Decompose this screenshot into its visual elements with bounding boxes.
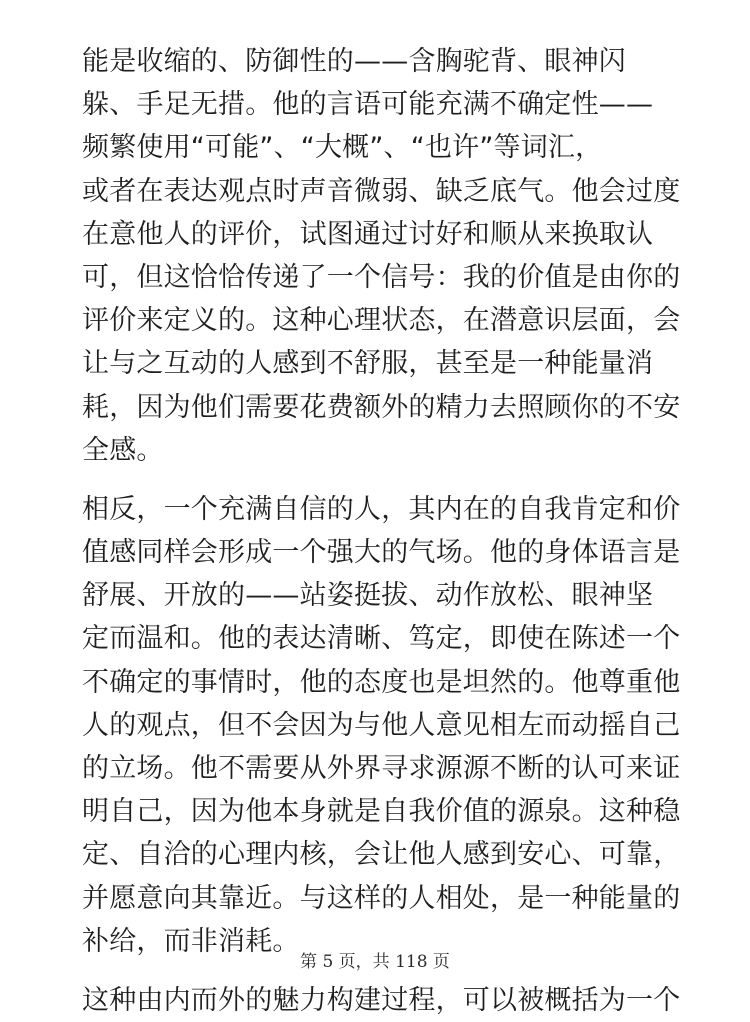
text-line: 或者在表达观点时声音微弱、缺乏底气。他会过度 <box>82 175 681 207</box>
text-line: 明自己，因为他本身就是自我价值的源泉。这种稳 <box>82 796 681 828</box>
text-line: 能是收缩的、防御性的——含胸驼背、眼神闪 <box>82 46 626 77</box>
paragraph-3 <box>82 979 681 1022</box>
text-line: 评价来定义的。这种心理状态，在潜意识层面，会 <box>82 305 681 337</box>
text-line: 这种由内而外的魅力构建过程，可以被概括为一个 <box>82 984 681 1016</box>
body-text <box>82 40 681 1022</box>
text-line: 补给，而非消耗。 <box>82 925 300 957</box>
text-line: 定、自洽的心理内核，会让他人感到安心、可靠， <box>82 839 681 871</box>
text-line: 躲、手足无措。他的言语可能充满不确定性—— <box>82 89 654 121</box>
text-line: 人的观点，但不会因为与他人意见相左而动摇自己 <box>82 709 681 741</box>
text-line: 让与之互动的人感到不舒服，甚至是一种能量消 <box>82 348 654 380</box>
text-line: 相反，一个充满自信的人，其内在的自我肯定和价 <box>82 493 681 525</box>
text-line: 的立场。他不需要从外界寻求源源不断的认可来证 <box>82 753 681 784</box>
text-line: 全感。 <box>82 434 164 466</box>
text-line: 可，但这恰恰传递了一个信号：我的价值是由你的 <box>82 261 681 293</box>
text-line: 舒展、开放的——站姿挺拔、动作放松、眼神坚 <box>82 580 654 612</box>
text-line: 不确定的事情时，他的态度也是坦然的。他尊重他 <box>82 666 681 698</box>
paragraph-1 <box>82 40 681 472</box>
text-line: 耗，因为他们需要花费额外的精力去照顾你的不安 <box>82 391 681 423</box>
text-line: 并愿意向其靠近。与这样的人相处，是一种能量的 <box>82 882 681 914</box>
text-line: 频繁使用“可能”、“大概”、“也许”等词汇， <box>82 132 603 164</box>
text-line: 定而温和。他的表达清晰、笃定，即使在陈述一个 <box>82 623 681 655</box>
text-line: 在意他人的评价，试图通过讨好和顺从来换取认 <box>82 218 654 250</box>
paragraph-2 <box>82 488 681 963</box>
page-number-footer: 第 5 页，共 118 页 <box>300 952 450 972</box>
text-line: 值感同样会形成一个强大的气场。他的身体语言是 <box>82 537 681 569</box>
paragraph-spacer <box>82 472 672 488</box>
